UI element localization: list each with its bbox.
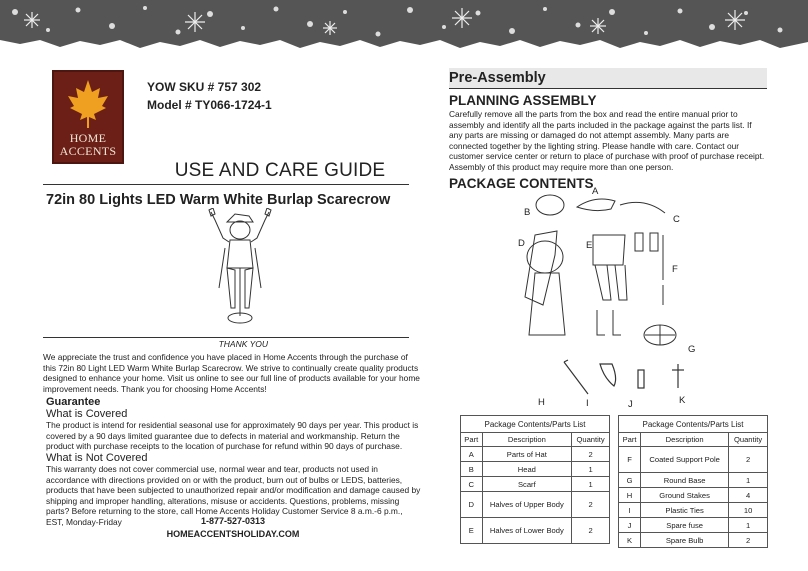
quantity-cell: 1: [729, 473, 768, 488]
quantity-cell: 2: [572, 518, 610, 544]
description-cell: Head: [482, 462, 572, 477]
divider: [449, 88, 767, 89]
guarantee-heading: Guarantee: [46, 396, 101, 408]
table-row: [461, 518, 610, 544]
table-caption: Package Contents/Parts List: [619, 416, 768, 433]
table-row: [461, 447, 610, 462]
package-contents-heading: PACKAGE CONTENTS: [449, 176, 594, 191]
description-cell: Halves of Upper Body: [482, 492, 572, 518]
parts-table-left: [460, 415, 610, 544]
product-title: 72in 80 Lights LED Warm White Burlap Scarecrow: [46, 192, 391, 208]
table-row: [461, 477, 610, 492]
column-header: Description: [482, 433, 572, 447]
small-parts-illustration: [560, 358, 700, 398]
pre-assembly-title: Pre-Assembly: [449, 70, 546, 86]
part-cell: B: [461, 462, 483, 477]
description-cell: Halves of Lower Body: [482, 518, 572, 544]
planning-paragraph: Carefully remove all the parts from the box and read the entire manual prior to assembly and identify all the parts included in the package against the parts list. If any parts are missing or damaged do not attempt assembly. Many parts are connected together by the lighting string. Please handle with care. Contact our customer service center or return to place of purchase with proof of purchase receipt. Assembly of this product may require more than one person.: [449, 109, 765, 172]
column-header: Part: [619, 433, 641, 447]
quantity-cell: 2: [729, 533, 768, 548]
quantity-cell: 2: [572, 447, 610, 462]
part-cell: J: [619, 518, 641, 533]
sku-number: YOW SKU # 757 302: [147, 80, 262, 94]
table-caption: Package Contents/Parts List: [461, 416, 610, 433]
table-row: [619, 533, 768, 548]
description-cell: Round Base: [641, 473, 729, 488]
maple-leaf-icon: [54, 76, 122, 130]
part-label-c: C: [673, 214, 680, 225]
website[interactable]: HOMEACCENTSHOLIDAY.COM: [166, 529, 300, 539]
part-label-j: J: [628, 399, 633, 410]
table-row: [619, 488, 768, 503]
quantity-cell: 2: [572, 492, 610, 518]
part-cell: G: [619, 473, 641, 488]
column-header: Quantity: [729, 433, 768, 447]
description-cell: Scarf: [482, 477, 572, 492]
intro-paragraph: We appreciate the trust and confidence you have placed in Home Accents through the purchase of this 72in 80 Light LED Warm White Burlap Scarecrow. We strive to continually create quality products designed to enhance your home. Visit us online to see our full line of products available for your home improvement needs. Thank you for choosing Home Accents!: [43, 352, 420, 394]
quantity-cell: 4: [729, 488, 768, 503]
part-cell: F: [619, 447, 641, 473]
covered-paragraph: The product is intend for residential seasonal use for approximately 90 days per year. This product is covered by a 90 days limited guarantee due to defects in material and workmanship. Return the product with purchase receipts to the location of purchase for refund within 90 days of purchase.: [46, 420, 419, 451]
phone-number: 1-877-527-0313: [200, 516, 266, 526]
description-cell: Coated Support Pole: [641, 447, 729, 473]
logo-line-1: HOME: [69, 131, 107, 145]
part-cell: E: [461, 518, 483, 544]
table-row: [461, 462, 610, 477]
table-row: [619, 518, 768, 533]
model-number: Model # TY066-1724-1: [147, 98, 272, 112]
part-label-k: K: [679, 395, 686, 406]
divider: [43, 337, 409, 338]
part-cell: A: [461, 447, 483, 462]
table-row: [619, 503, 768, 518]
part-label-i: I: [586, 398, 589, 409]
table-row: [619, 473, 768, 488]
description-cell: Ground Stakes: [641, 488, 729, 503]
guide-title: USE AND CARE GUIDE: [174, 160, 386, 181]
not-covered-heading: What is Not Covered: [46, 452, 148, 464]
table-row: [619, 447, 768, 473]
quantity-cell: 1: [729, 518, 768, 533]
thank-you-label: THANK YOU: [218, 339, 268, 349]
part-label-g: G: [688, 344, 696, 355]
part-cell: D: [461, 492, 483, 518]
quantity-cell: 1: [572, 477, 610, 492]
part-label-a: A: [592, 186, 599, 197]
column-header: Quantity: [572, 433, 610, 447]
description-cell: Spare fuse: [641, 518, 729, 533]
part-cell: C: [461, 477, 483, 492]
column-header: Part: [461, 433, 483, 447]
part-label-h: H: [538, 397, 545, 408]
part-label-b: B: [524, 207, 531, 218]
scarecrow-illustration: [205, 208, 275, 330]
part-cell: K: [619, 533, 641, 548]
description-cell: Parts of Hat: [482, 447, 572, 462]
logo-line-2: ACCENTS: [59, 144, 117, 158]
quantity-cell: 2: [729, 447, 768, 473]
part-label-f: F: [672, 264, 678, 275]
part-label-e: E: [586, 240, 593, 251]
description-cell: Spare Bulb: [641, 533, 729, 548]
part-cell: I: [619, 503, 641, 518]
part-label-d: D: [518, 238, 525, 249]
part-cell: H: [619, 488, 641, 503]
divider: [43, 184, 409, 185]
not-covered-paragraph: This warranty does not cover commercial use, normal wear and tear, products not used in accordance with directions provided on or with the product, burn out of bulbs or LEDS, batteries, products that have been subjected to unauthorized repair and/or modification and damage caused by shipping and improper handling, alterations, misuse or accidents. Questions, problems, missing parts? Before returning to the store, call Home Accents Holiday Customer Service 8 a.m.-6 p.m., EST, Monday-Friday: [46, 464, 421, 527]
home-accents-logo: [52, 70, 124, 164]
table-row: [461, 492, 610, 518]
column-header: Description: [641, 433, 729, 447]
quantity-cell: 10: [729, 503, 768, 518]
parts-table-right: [618, 415, 768, 548]
snowflake-banner: [0, 0, 808, 62]
covered-heading: What is Covered: [46, 408, 128, 420]
quantity-cell: 1: [572, 462, 610, 477]
description-cell: Plastic Ties: [641, 503, 729, 518]
planning-heading: PLANNING ASSEMBLY: [449, 93, 597, 108]
